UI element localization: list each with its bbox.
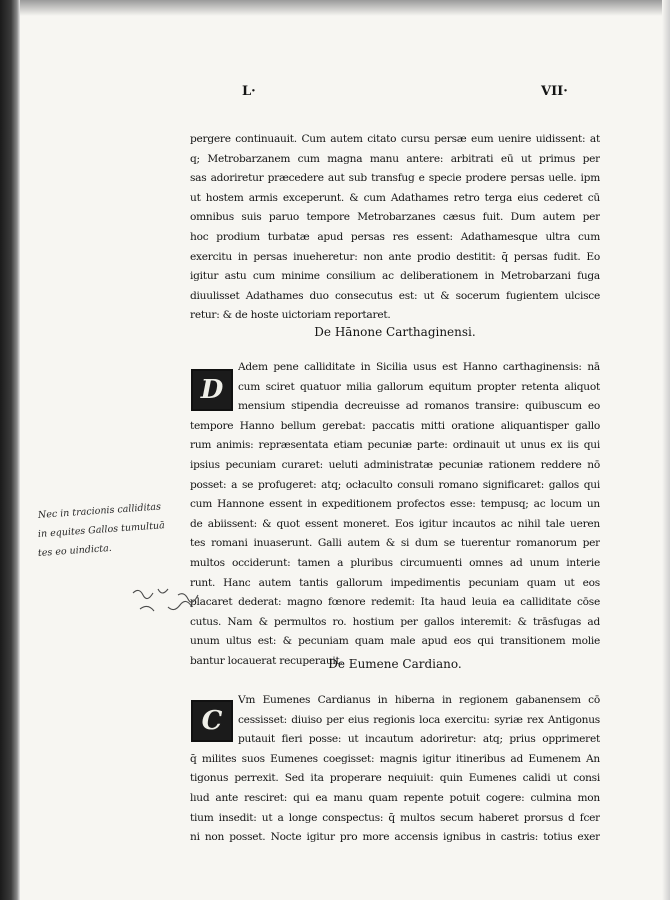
text-line: ut hostem armis exceperunt. & cum Adathames retro terga eius cederet cū	[190, 191, 600, 204]
initial-letter: C	[201, 706, 223, 736]
book-spine	[0, 0, 20, 900]
text-line: de abiissent: & quot essent moneret. Eos igitur incautos ac nihil tale ueren	[190, 517, 600, 530]
text-line: cessisset: diuiso per eius regionis loca exercitu: syriæ rex Antigonus	[238, 713, 600, 726]
marginalia-line: in equites Gallos tumultuā	[37, 520, 166, 540]
text-line: diuulisset Adathames duo consecutus est: ut & socerum fugientem ulcisce	[190, 289, 600, 302]
text-line: bantur locauerat recuperauit.	[190, 654, 343, 667]
text-line: ipsius pecuniam curaret: ueluti administratæ pecuniæ rationem reddere nō	[190, 458, 600, 471]
text-line: tigonus perrexit. Sed ita properare nequiuit: quin Eumenes calidi ut consi	[190, 772, 600, 785]
text-line: tium insedit: ut a longe conspectus: q̄ multos secum haberet prorsus d fcer	[190, 811, 600, 824]
text-line: exercitu in persas inueheretur: non ante prodio destitit: q̄ persas fudit. Eo	[190, 250, 600, 263]
page-top-shadow	[20, 0, 670, 16]
text-line: cum Hannone essent in expeditionem profectos esse: tempusq; ac locum un	[190, 498, 600, 511]
ink-scribble-marks	[128, 583, 208, 623]
text-line: placaret dederat: magno fœnore redemit: Ita haud leuia ea calliditate cōse	[190, 596, 600, 609]
text-line: lıud ante resciret: qui ea manu quam repente potuit cogere: culmina mon	[190, 791, 600, 804]
text-line: cutus. Nam & permultos ro. hostium per gallos interemit: & trāsfugas ad	[190, 615, 600, 628]
text-line: cum sciret quatuor milia gallorum equitum propter retenta aliquot	[238, 380, 600, 393]
section-heading-eumenes: De Eumene Cardiano.	[328, 657, 462, 671]
text-line: ni non posset. Nocte igitur pro more accensis ignibus in castris: totius exer	[190, 831, 600, 844]
text-line: Vm Eumenes Cardianus in hiberna in regionem gabanensem cō	[238, 694, 600, 706]
text-line: unum ultus est: & pecuniam quam male apud eos qui transitionem molie	[190, 635, 600, 648]
marginalia-line: Nec in tracionis calliditas	[37, 501, 162, 521]
text-line: tempore Hanno bellum gerebat: paccatis mitti oratione aliquantisper gallo	[190, 419, 600, 432]
text-line: tes romani inuaserunt. Galli autem & si dum se tuerentur romanorum per	[190, 537, 600, 550]
handwritten-marginal-note	[37, 501, 188, 563]
page-right-edge	[662, 0, 670, 900]
text-line: mensium stipendia decreuisse ad romanos transire: quibuscum eo	[238, 400, 600, 413]
text-line: putauit fieri posse: ut incautum adoriretur: atq; prius opprimeret	[238, 733, 600, 746]
text-line: q; Metrobarzanem cum magna manu antere: arbitrati eū ut primus per	[190, 152, 600, 165]
text-line: sas adoriretur præcedere aut sub transfug e specie prodere persas uelle. ipm	[190, 172, 600, 185]
folio-left: L·	[242, 84, 256, 99]
folio-right: VII·	[541, 84, 568, 99]
marginalia-line: tes eo uindicta.	[37, 542, 113, 559]
paragraph-hanno	[190, 358, 600, 672]
text-line: q̄ milites suos Eumenes coegisset: magnis igitur itineribus ad Eumenem An	[190, 752, 600, 765]
text-line: hoc prodium turbatæ apud persas res essent: Adathamesque ultra cum	[190, 230, 600, 243]
text-line: igitur astu cum minime consilium ac deliberationem in Metrobarzani fuga	[190, 270, 600, 283]
text-line: pergere continuauit. Cum autem citato cursu persæ eum uenire uidissent: at	[190, 133, 600, 145]
initial-letter: D	[200, 375, 224, 405]
text-line: rum animis: repræsentata etiam pecuniæ parte: ordinauit ut unus ex iis qui	[190, 439, 600, 452]
text-line: posset: a se profugeret: atq; ocłaculto consuli romano significaret: gallos qui	[190, 478, 600, 491]
text-line: runt. Hanc autem tantis gallorum impedimentis pecuniam quam ut eos	[190, 576, 600, 589]
paragraph-eumenes	[190, 691, 600, 848]
text-line: retur: & de hoste uictoriam reportaret.	[190, 309, 391, 322]
paragraph-continuation	[190, 130, 600, 326]
text-line: Adem pene calliditate in Sicilia usus est Hanno carthaginensis: nā	[238, 361, 600, 373]
text-line: omnibus suis paruo tempore Metrobarzanes cæsus fuit. Dum autem per	[190, 211, 600, 224]
text-line: multos occiderunt: tamen a pluribus circumuenti omnes ad unum interie	[190, 556, 600, 569]
section-heading-hanno: De Hānone Carthaginensi.	[314, 325, 476, 339]
